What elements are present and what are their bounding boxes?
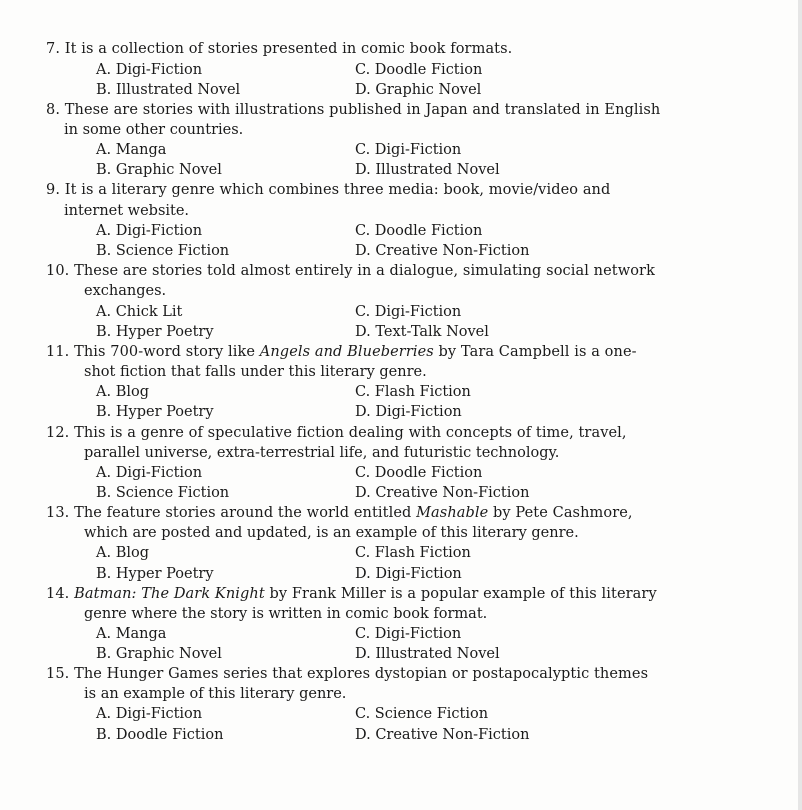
question-13-option-b: B. Hyper Poetry [96,566,214,582]
question-14-option-b: B. Graphic Novel [96,646,222,662]
question-11-text-pre: 11. This 700-word story like [46,344,260,360]
question-15-text-cont: is an example of this literary genre. [84,686,347,702]
question-7-text: 7. It is a collection of stories presented in comic book formats. [46,41,513,57]
question-12-text-cont: parallel universe, extra-terrestrial life, and futuristic technology. [84,445,560,461]
question-12-text: 12. This is a genre of speculative fiction dealing with concepts of time, travel, [46,425,627,441]
question-9-option-a: A. Digi-Fiction [96,223,203,239]
question-9-option-b: B. Science Fiction [96,243,230,259]
question-8-option-a: A. Manga [96,142,167,158]
question-11-option-d: D. Digi-Fiction [355,404,462,420]
question-7-option-d: D. Graphic Novel [355,82,482,98]
question-10-text: 10. These are stories told almost entirely in a dialogue, simulating social network [46,263,655,279]
question-13-text-cont: which are posted and updated, is an example of this literary genre. [84,525,579,541]
question-8-text-cont: in some other countries. [64,122,244,138]
question-14-number: 14. [46,586,75,602]
question-14-option-c: C. Digi-Fiction [355,626,462,642]
question-15-option-a: A. Digi-Fiction [96,706,203,722]
question-10-option-c: C. Digi-Fiction [355,304,462,320]
question-12-option-b: B. Science Fiction [96,485,230,501]
question-7-option-b: B. Illustrated Novel [96,82,241,98]
question-14-option-d: D. Illustrated Novel [355,646,500,662]
question-8-option-d: D. Illustrated Novel [355,162,500,178]
question-11-option-a: A. Blog [96,384,149,400]
question-15-option-b: B. Doodle Fiction [96,727,224,743]
question-14-text-post: by Frank Miller is a popular example of this literary [264,586,657,602]
question-10-text-cont: exchanges. [84,283,167,299]
question-11-option-c: C. Flash Fiction [355,384,471,400]
question-14-text-cont: genre where the story is written in comic book format. [84,606,488,622]
question-13-option-c: C. Flash Fiction [355,545,471,561]
question-12-option-c: C. Doodle Fiction [355,465,483,481]
question-15-option-d: D. Creative Non-Fiction [355,727,530,743]
question-11-text [46,344,637,360]
question-7-option-a: A. Digi-Fiction [96,62,203,78]
question-11-text-post: by Tara Campbell is a one- [433,344,637,360]
question-13-text-pre: 13. The feature stories around the world entitled [46,505,417,521]
question-9-option-c: C. Doodle Fiction [355,223,483,239]
question-14-option-a: A. Manga [96,626,167,642]
question-10-option-a: A. Chick Lit [96,304,183,320]
question-8-option-c: C. Digi-Fiction [355,142,462,158]
question-15-option-c: C. Science Fiction [355,706,489,722]
question-9-option-d: D. Creative Non-Fiction [355,243,530,259]
question-11-story-title: Angels and Blueberries [259,344,434,360]
page-edge-shadow [798,0,802,810]
question-10-option-b: B. Hyper Poetry [96,324,214,340]
question-12-option-a: A. Digi-Fiction [96,465,203,481]
question-10-option-d: D. Text-Talk Novel [355,324,489,340]
question-13-text-post: by Pete Cashmore, [488,505,633,521]
question-7-option-c: C. Doodle Fiction [355,62,483,78]
question-14-text [46,586,657,602]
question-13-option-d: D. Digi-Fiction [355,566,462,582]
question-11-text-cont: shot fiction that falls under this literary genre. [84,364,427,380]
question-8-option-b: B. Graphic Novel [96,162,222,178]
question-13-option-a: A. Blog [96,545,149,561]
question-12-option-d: D. Creative Non-Fiction [355,485,530,501]
question-14-book-title: Batman: The Dark Knight [74,586,265,602]
question-11-option-b: B. Hyper Poetry [96,404,214,420]
question-8-text: 8. These are stories with illustrations published in Japan and translated in English [46,102,661,118]
question-15-text: 15. The Hunger Games series that explores dystopian or postapocalyptic themes [46,666,649,682]
question-9-text: 9. It is a literary genre which combines three media: book, movie/video and [46,182,611,198]
question-13-text [46,505,633,521]
question-9-text-cont: internet website. [64,203,190,219]
question-13-feature-title: Mashable [416,505,489,521]
